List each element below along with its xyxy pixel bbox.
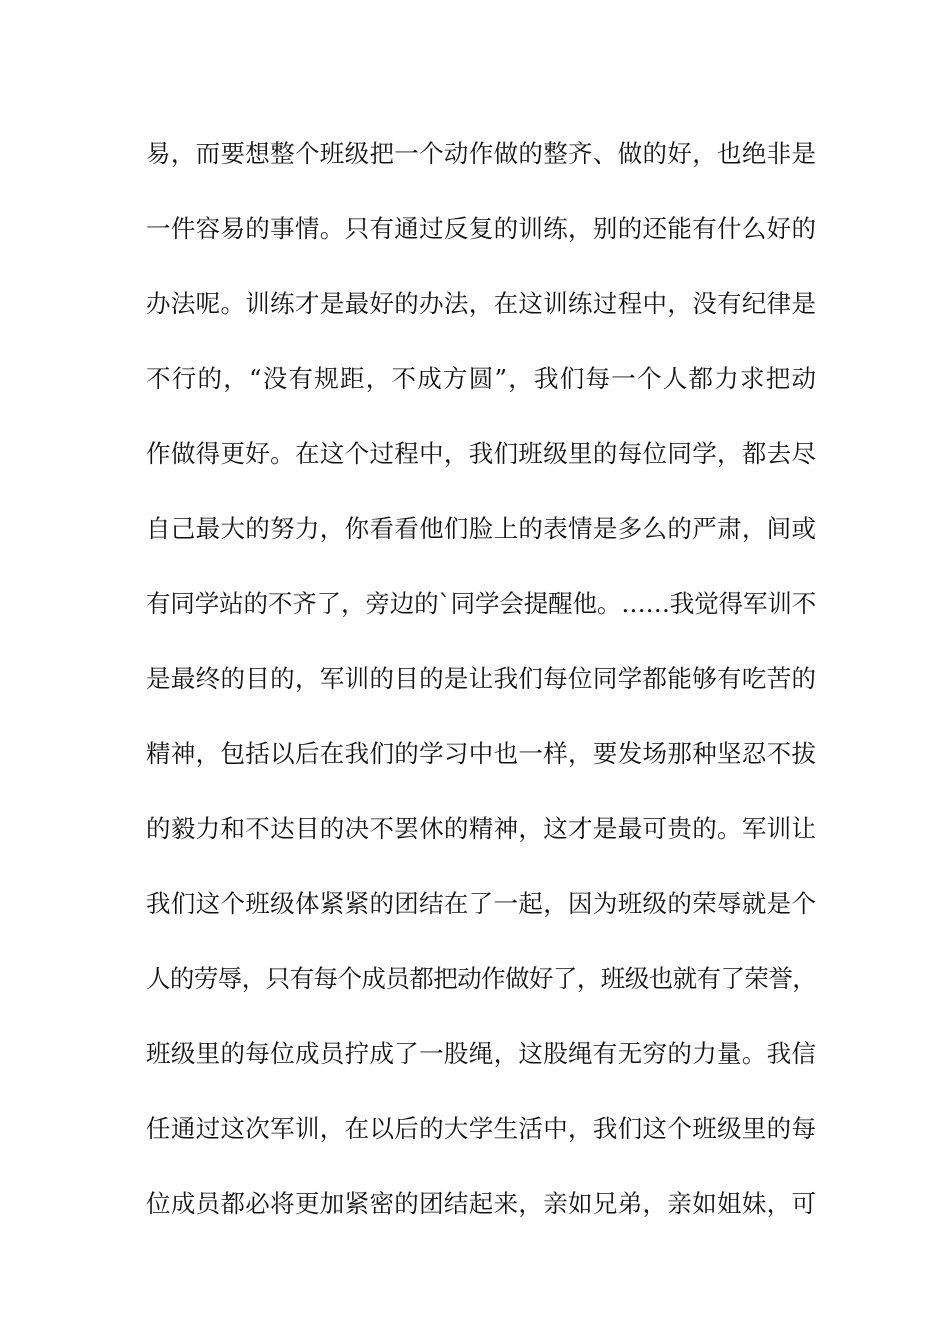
text-line: 易，而要想整个班级把一个动作做的整齐、做的好，也绝非是 [146, 139, 816, 168]
text-line: 人的劳辱，只有每个成员都把动作做好了，班级也就有了荣誉， [146, 964, 816, 993]
text-line: 自己最大的努力，你看看他们脸上的表情是多么的严肃，间或 [146, 514, 816, 543]
text-line: 办法呢。训练才是最好的办法，在这训练过程中，没有纪律是 [146, 289, 816, 318]
text-line: 班级里的每位成员拧成了一股绳，这股绳有无穷的力量。我信 [146, 1039, 816, 1068]
text-line: 我们这个班级体紧紧的团结在了一起，因为班级的荣辱就是个 [146, 889, 816, 918]
text-line: 有同学站的不齐了，旁边的`同学会提醒他。……我觉得军训不 [146, 589, 816, 618]
text-line: 位成员都必将更加紧密的团结起来，亲如兄弟，亲如姐妹，可 [146, 1189, 816, 1218]
text-line: 一件容易的事情。只有通过反复的训练，别的还能有什么好的 [146, 214, 816, 243]
text-line: 作做得更好。在这个过程中，我们班级里的每位同学，都去尽 [146, 439, 816, 468]
text-line: 精神，包括以后在我们的学习中也一样，要发场那种坚忍不拔 [146, 739, 816, 768]
text-line: 是最终的目的，军训的目的是让我们每位同学都能够有吃苦的 [146, 664, 816, 693]
text-line: 的毅力和不达目的决不罢休的精神，这才是最可贵的。军训让 [146, 814, 816, 843]
text-line: 任通过这次军训，在以后的大学生活中，我们这个班级里的每 [146, 1114, 816, 1143]
text-line: 不行的，“没有规距，不成方圆”，我们每一个人都力求把动 [146, 364, 816, 393]
body-paragraph [146, 132, 816, 1257]
